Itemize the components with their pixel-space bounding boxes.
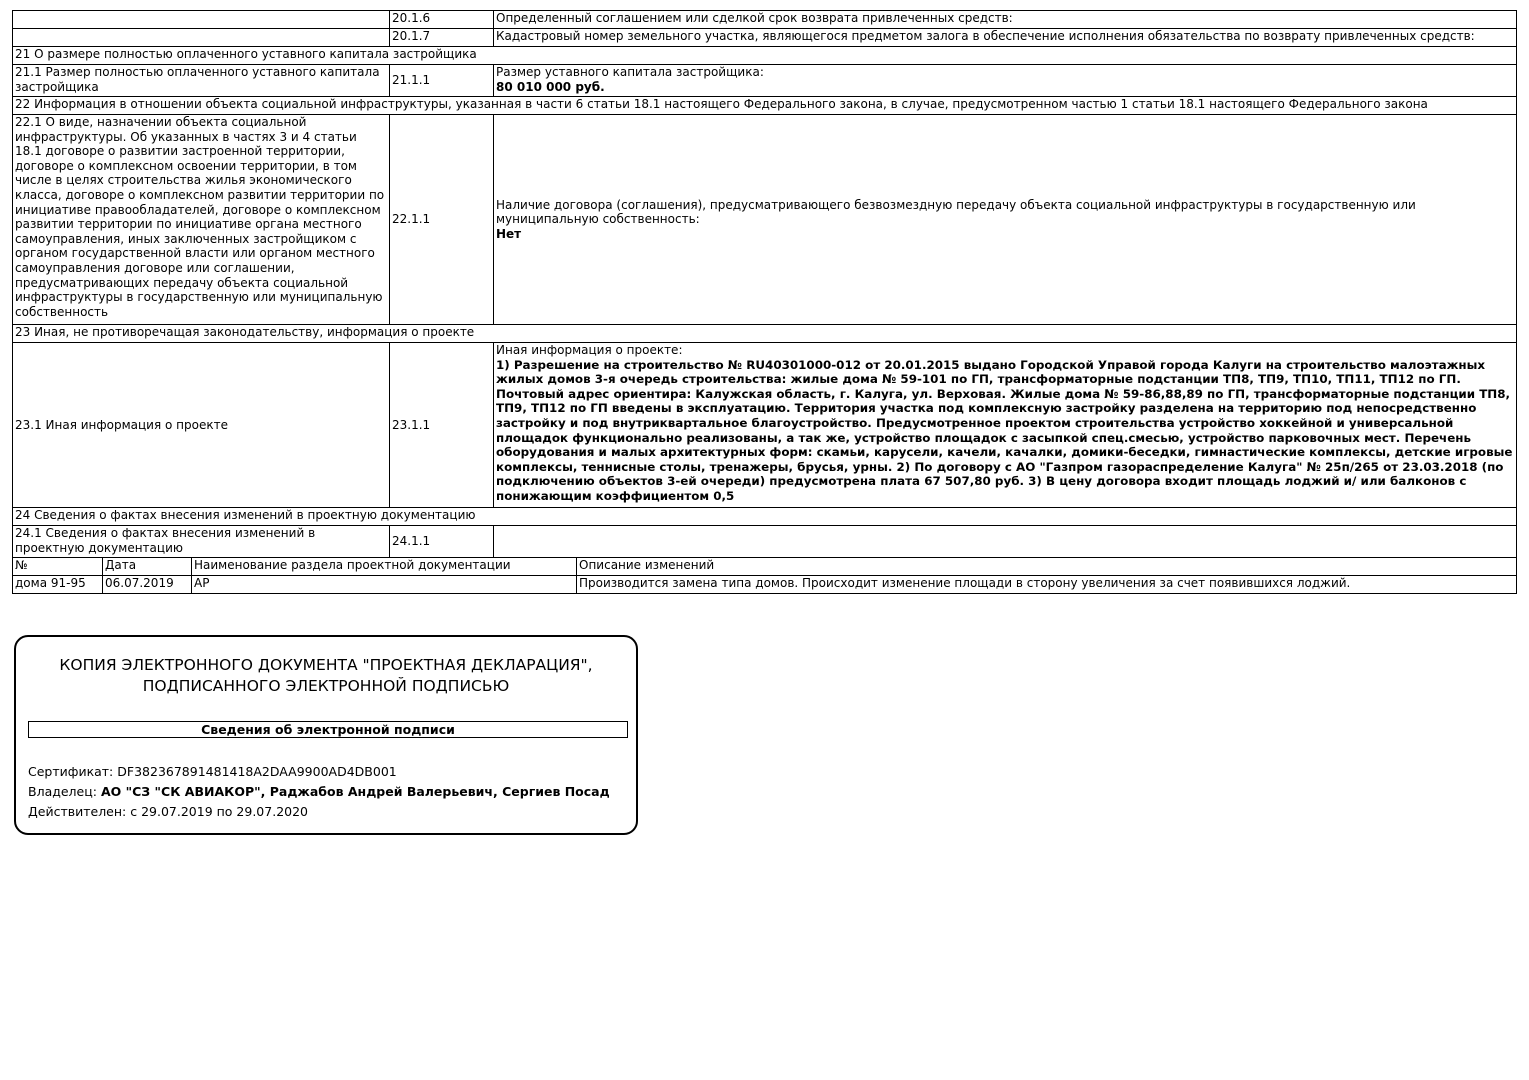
certificate-label: Сертификат: [28, 764, 114, 779]
stamp-title-line: КОПИЯ ЭЛЕКТРОННОГО ДОКУМЕНТА "ПРОЕКТНАЯ ДЕКЛАРАЦИЯ", [59, 656, 593, 674]
empty-label-cell [12, 28, 390, 47]
stamp-validity [28, 804, 308, 820]
validity-label: Действителен: [28, 804, 127, 819]
changes-header-date: Дата [102, 557, 192, 576]
row-code: 20.1.7 [389, 28, 494, 47]
row-content [493, 64, 1517, 97]
changes-cell-date: 06.07.2019 [102, 575, 192, 594]
section-21-heading: 21 О размере полностью оплаченного уставного капитала застройщика [12, 46, 1517, 65]
row-content [493, 342, 1517, 508]
changes-header-description: Описание изменений [576, 557, 1517, 576]
row-code: 24.1.1 [389, 525, 494, 558]
row-label: 24.1 Сведения о фактах внесения изменений в проектную документацию [12, 525, 390, 558]
row-label: 22.1 О виде, назначении объекта социальной инфраструктуры. Об указанных в частях 3 и 4 статьи 18.1 договоре о развитии застроенной территории, договоре о комплексном освоении территории, в том числе в целях строительства жилья экономического класса, договоре о комплексном развитии территории по инициативе правообладателей, договоре о комплексном развитии территории по инициативе органа местного самоуправления, иных заключенных застройщиком с органом государственной власти или органом местного самоуправления договоре или соглашении, предусматривающих передачу объекта социальной инфраструктуры в государственную или муниципальную собственность [12, 114, 390, 325]
row-text: Определенный соглашением или сделкой срок возврата привлеченных средств: [493, 10, 1517, 29]
changes-cell-description: Производится замена типа домов. Происходит изменение площади в сторону увеличения за счет появившихся лоджий. [576, 575, 1517, 594]
certificate-value: DF382367891481418A2DAA9900AD4DB001 [117, 764, 397, 779]
row-code: 23.1.1 [389, 342, 494, 508]
row-content [493, 114, 1517, 325]
section-24-heading: 24 Сведения о фактах внесения изменений в проектную документацию [12, 507, 1517, 526]
stamp-title-line: ПОДПИСАННОГО ЭЛЕКТРОННОЙ ПОДПИСЬЮ [142, 677, 510, 695]
section-22-heading: 22 Информация в отношении объекта социальной инфраструктуры, указанная в части 6 статьи 18.1 настоящего Федерального закона, в случае, предусмотренном частью 1 статьи 18.1 настоящего Федерального закона [12, 96, 1517, 115]
row-label: 23.1 Иная информация о проекте [12, 342, 390, 508]
row-text: Иная информация о проекте: [496, 343, 683, 357]
stamp-title [16, 655, 636, 697]
row-text: Кадастровый номер земельного участка, являющегося предметом залога в обеспечение исполнения обязательства по возврату привлеченных средств: [493, 28, 1517, 47]
row-text: Наличие договора (соглашения), предусматривающего безвозмездную передачу объекта социальной инфраструктуры в государственную или муниципальную собственность: [496, 197, 1416, 227]
row-text: Размер уставного капитала застройщика: [496, 65, 764, 79]
row-code: 20.1.6 [389, 10, 494, 29]
changes-cell-number: дома 91-95 [12, 575, 103, 594]
row-value: 1) Разрешение на строительство № RU40301000-012 от 20.01.2015 выдано Городской Управой города Калуги на строительство малоэтажных жилых домов 3-я очередь строительства: жилые дома № 59-101 по ГП, трансформаторные подстанции ТП8, ТП9, ТП10, ТП11, ТП12 по ГП. Почтовый адрес ориентира: Калужская область, г. Калуга, ул. Верховая. Жилые дома № 59-86,88,89 по ГП, трансформаторные подстанции ТП8, ТП9, ТП12 по ГП введены в эксплуатацию. Территория участка под комплексную застройку разделена на территорию под непосредственно застройку и под внутриквартальное благоустройство. Предусмотренное проектом строительства устройство хоккейной и универсальной площадок функционально реализованы, а так же, устройство площадок с засыпкой спец.смесью, устройство парковочных мест. Перечень оборудования и малых архитектурных форм: скамьи, карусели, качели, качалки, домики-беседки, гимнастические комплексы, детские игровые комплексы, теннисные столы, тренажеры, брусья, урны. 2) По договору с АО "Газпром газораспределение Калуга" № 25п/265 от 23.03.2018 (по подключению объектов 3-ей очереди) предусмотрена плата 67 507,80 руб. 3) В цену договора входит площадь лоджий и/ или балконов с понижающим коэффициентом 0,5 [496, 357, 1513, 503]
changes-header-section: Наименование раздела проектной документации [191, 557, 577, 576]
stamp-subtitle: Сведения об электронной подписи [28, 721, 628, 738]
section-23-heading: 23 Иная, не противоречащая законодательству, информация о проекте [12, 324, 1517, 343]
row-label: 21.1 Размер полностью оплаченного уставного капитала застройщика [12, 64, 390, 97]
changes-header-number: № [12, 557, 103, 576]
row-code: 22.1.1 [389, 114, 494, 325]
owner-label: Владелец: [28, 784, 97, 799]
signature-stamp [14, 635, 638, 835]
stamp-owner [28, 784, 610, 800]
row-value: Нет [496, 226, 522, 241]
stamp-certificate [28, 764, 397, 780]
empty-label-cell [12, 10, 390, 29]
owner-value: АО "СЗ "СК АВИАКОР", Раджабов Андрей Валерьевич, Сергиев Посад [100, 784, 610, 799]
row-text [493, 525, 1517, 558]
row-value: 80 010 000 руб. [496, 79, 605, 94]
changes-cell-section: АР [191, 575, 577, 594]
row-code: 21.1.1 [389, 64, 494, 97]
validity-value: с 29.07.2019 по 29.07.2020 [130, 804, 309, 819]
